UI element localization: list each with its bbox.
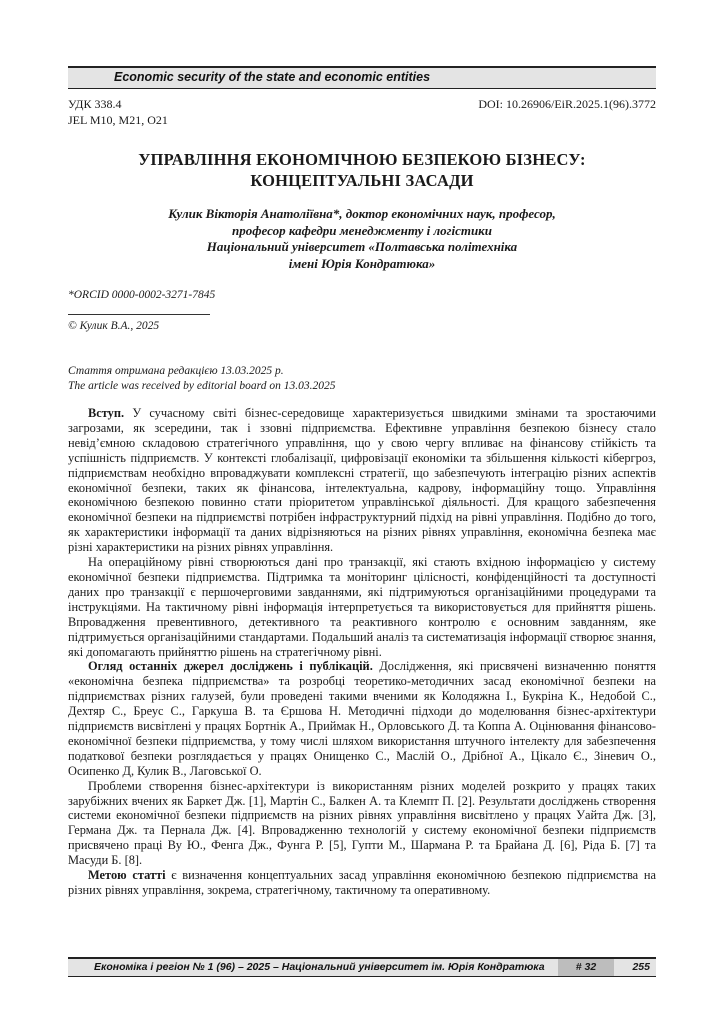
issue-number: # 32 bbox=[558, 959, 614, 976]
running-footer bbox=[68, 957, 656, 977]
received-en: The article was received by editorial board on 13.03.2025 bbox=[68, 380, 336, 392]
operational-text: На операційному рівні створюються дані про транзакції, які стають вхідною інформацією у систему економічної безпеки підприємства. Підтримка та моніторинг цілісності, конфіденційності та доступності даних про транзакції є першочерговими завданнями, які підтримуються організаційними процедурами та інструкціями. На тактичному рівні інформація інтерпретується та використовується для прийняття рішень. Впровадження превентивного, детективного та реактивного контролю є основним завданням, яке підтримується організаційними стандартами. Подальший аналіз та систематизація інформації створює знання, які допомагають прийняттю рішень на стратегічному рівні. bbox=[68, 555, 656, 659]
foreign-text: Проблеми створення бізнес-архітектури із використанням різних моделей розкрито у працях таких зарубіжних вчених як Баркет Дж. [1], Мартін С., Балкен А. та Клемпт П. [2]. Результати досліджень створення системи економічної безпеки підприємств на різних рівнях управління висвітлено у працях Уайта Дж. [3], Германа Дж. та Пернала Дж. [4]. Впровадженню технологій у систему економічної безпеки підприємств присвячено праці Ву Ю., Фенга Дж., Фунга Р. [5], Гупти М., Шармана Р. та Брайана Д. [6], Ріда Б. [7] та Масуди Б. [8]. bbox=[68, 778, 656, 868]
paragraph-operational bbox=[68, 555, 656, 659]
received-note bbox=[68, 364, 335, 394]
classification-codes bbox=[68, 97, 168, 128]
article-body bbox=[68, 406, 656, 898]
copyright: © Кулик В.А., 2025 bbox=[68, 320, 160, 332]
jel-codes: JEL M10, M21, O21 bbox=[68, 112, 168, 127]
title-line-2: КОНЦЕПТУАЛЬНІ ЗАСАДИ bbox=[250, 171, 474, 190]
author-line-4: імені Юрія Кондратюка» bbox=[288, 255, 436, 271]
intro-heading: Вступ. bbox=[88, 406, 125, 420]
running-header bbox=[68, 66, 656, 89]
review-heading: Огляд останніх джерел досліджень і публікацій. bbox=[88, 659, 373, 674]
paragraph-aim bbox=[68, 868, 656, 898]
section-title: Economic security of the state and economic entities bbox=[114, 70, 431, 84]
author-line-1: Кулик Вікторія Анатоліївна*, доктор економічних наук, професор, bbox=[168, 206, 556, 221]
author-line-3: Національний університет «Полтавська політехніка bbox=[206, 239, 518, 254]
paragraph-review bbox=[68, 659, 656, 778]
separator-line bbox=[68, 314, 210, 315]
received-ua: Стаття отримана редакцією 13.03.2025 р. bbox=[68, 365, 284, 377]
journal-name: Економіка і регіон № 1 (96) – 2025 – Національний університет ім. Юрія Кондратюка bbox=[94, 961, 545, 973]
title-line-1: УПРАВЛІННЯ ЕКОНОМІЧНОЮ БЕЗПЕКОЮ БІЗНЕСУ: bbox=[138, 150, 586, 169]
author-block bbox=[68, 206, 656, 272]
author-line-2: професор кафедри менеджменту і логістики bbox=[231, 222, 493, 238]
review-text: Дослідження, які присвячені визначенню поняття «економічна безпека підприємства» та розробці теоретико-методичних засад економічної безпеки на підприємствах різних галузей, були проведені такими вченими як Колодяжна І., Букріна К., Недобой С., Дехтяр С., Бреус С., Гаркуша В. та Єршова Н. Методичні підходи до моделювання бізнес-архітектури підприємств висвітлені у працях Бортнік А., Приймак Н., Орловського Д. та Коппа А. Оцінювання фінансово-економічної безпеки підприємства, у тому числі шляхом використання штучного інтелекту для забезпечення податкової безпеки розглядається у працях Онищенко С., Маслій О., Дрібної А., Цікало Є., Зіневич О., Осипенко Д, Кулик В., Лаговської О. bbox=[68, 659, 656, 778]
orcid: *ORCID 0000-0002-3271-7845 bbox=[68, 289, 216, 301]
paragraph-foreign bbox=[68, 779, 656, 868]
aim-heading: Метою статті bbox=[88, 868, 166, 883]
page-number: 255 bbox=[632, 961, 650, 973]
aim-text: є визначення концептуальних засад управління економічною безпекою підприємства на різних рівнях управління, зокрема, стратегічному, тактичному та оперативному. bbox=[68, 868, 656, 897]
intro-text: У сучасному світі бізнес-середовище характеризується швидкими змінами та зростаючими загрозами, як зсередини, так і ззовні підприємства. Ефективне управління безпекою бізнесу стало невід’ємною складовою стратегічного управління, що у свою чергу впливає на фінансову стійкість та успішність підприємств. У контексті глобалізації, цифровізації економіки та збільшення кількості кібергроз, підприємствам необхідно впроваджувати комплексні стратегії, що забезпечують інтеграцію різних аспектів економічної безпеки, таких як фінансова, інтелектуальна, кадрову, інформаційну тощо. Управління економічною безпекою повинно стати пріоритетом управлінської діяльності. Для кращого забезпечення економічної безпеки на підприємстві потрібен інфраструктурний підхід на рівні управління. Подібно до того, як характеристики інформації та даних відрізняються на різних рівнях управління, економічна безпека має різні характеристики на різних рівнях управління. bbox=[68, 406, 656, 555]
article-title bbox=[68, 149, 656, 191]
paragraph-intro bbox=[68, 406, 656, 555]
udc-code: УДК 338.4 bbox=[68, 97, 122, 111]
doi: DOI: 10.26906/EiR.2025.1(96).3772 bbox=[478, 97, 656, 111]
